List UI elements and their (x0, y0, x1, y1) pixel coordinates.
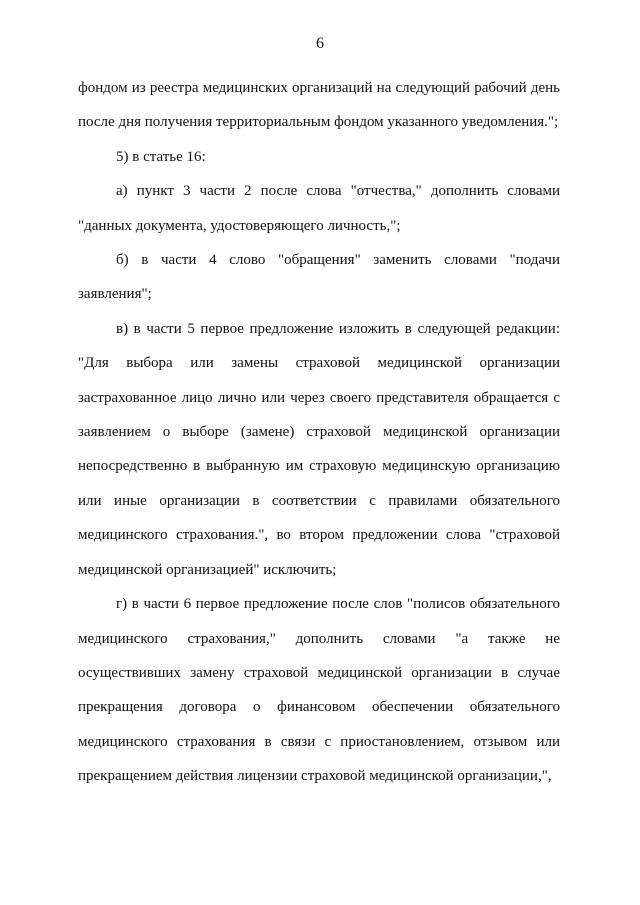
paragraph-item-5: 5) в статье 16: (116, 148, 206, 165)
paragraph-item-5g: г) в части 6 первое предложение после слов "полисов обязательного медицинского страхования," дополнить словами "а также не осуществивших замену страховой медицинской организации в случае прекращения договора о финансовом обеспечении обязательного медицинского страхования в связи с приостановлением, отзывом или прекращением действия лицензии страховой медицинской организации,", (78, 596, 560, 785)
document-body (78, 71, 560, 794)
paragraph-continuation: фондом из реестра медицинских организаций на следующий рабочий день после дня получения территориальным фондом указанного уведомления."; (78, 80, 560, 131)
paragraph-item-5b: б) в части 4 слово "обращения" заменить словами "подачи заявления"; (78, 252, 560, 303)
page-number: 6 (316, 35, 324, 52)
paragraph-item-5a: а) пункт 3 части 2 после слова "отчества," дополнить словами "данных документа, удостоверяющего личность,"; (78, 183, 560, 234)
paragraph-item-5v: в) в части 5 первое предложение изложить в следующей редакции: "Для выбора или замены страховой медицинской организации застрахованное лицо лично или через своего представителя обращается с заявлением о выборе (замене) страховой медицинской организации непосредственно в выбранную им страховую медицинскую организацию или иные организации в соответствии с правилами обязательного медицинского страхования.", во втором предложении слова "страховой медицинской организацией" исключить; (78, 320, 560, 578)
